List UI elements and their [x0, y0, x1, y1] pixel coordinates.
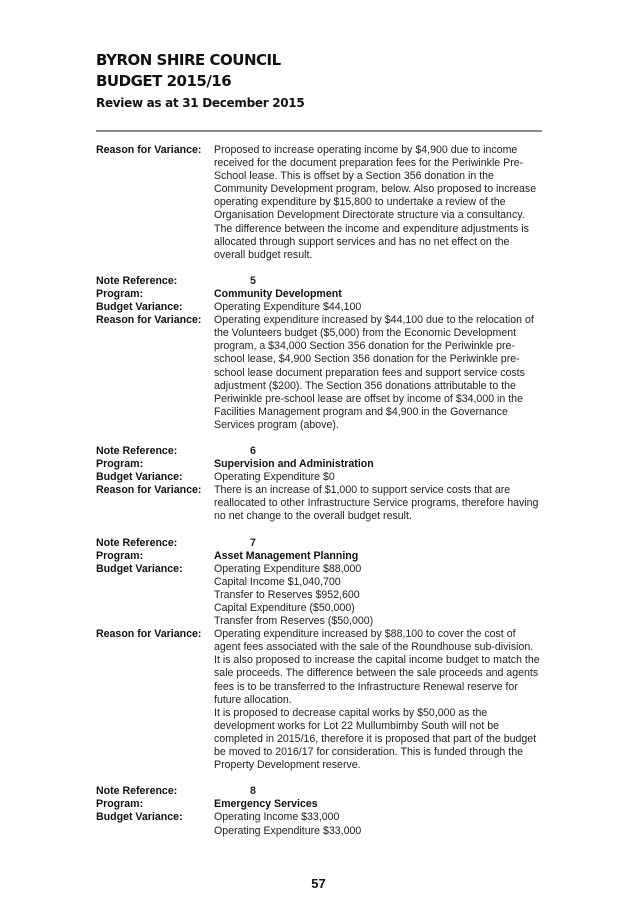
budget-label: Budget Variance: [96, 811, 183, 824]
note5-reason-row [96, 314, 546, 432]
note6-budget [214, 471, 546, 484]
text-line: school lease document preparation fees and support service costs [214, 366, 525, 379]
council-name: BYRON SHIRE COUNCIL [96, 51, 281, 69]
text-line: Operating Income $33,000 [214, 811, 340, 824]
note-label: Note Reference: [96, 274, 178, 287]
text-line: Capital Income $1,040,700 [214, 575, 341, 588]
note7-budget-row [96, 563, 546, 628]
text-line: Operating Expenditure $0 [214, 471, 335, 484]
text-line: It is also proposed to increase the capital income budget to match the [214, 654, 540, 667]
text-line: Operating Expenditure $33,000 [214, 824, 362, 837]
text-line: School lease. This is offset by a Section 356 donation in the [214, 170, 494, 183]
note6-number: 6 [250, 444, 256, 457]
text-line: the Volunteers budget ($5,000) from the Economic Development [214, 327, 517, 340]
program-label: Program: [96, 287, 144, 300]
intro-reason-text [214, 144, 546, 262]
note8-reference-row [96, 785, 546, 798]
note8-program-row [96, 798, 546, 811]
document-header [96, 50, 304, 112]
budget-title: BUDGET 2015/16 [96, 72, 232, 90]
text-line: received for the document preparation fees for the Periwinkle Pre- [214, 157, 524, 170]
text-line: Facilities Management program and $4,900 in the Governance [214, 405, 508, 418]
text-line: Property Development reserve. [214, 759, 361, 772]
note7-program: Asset Management Planning [214, 549, 359, 562]
text-line: no net change to the overall budget result. [214, 510, 412, 523]
text-line: operating expenditure by $15,800 to undertake a review of the [214, 196, 506, 209]
text-line: overall budget result. [214, 248, 313, 261]
text-line: Operating expenditure increased by $88,100 to cover the cost of [214, 628, 516, 641]
note6-program: Supervision and Administration [214, 458, 374, 471]
program-label: Program: [96, 798, 144, 811]
text-line: agent fees associated with the sale of the Roundhouse sub-division. [214, 641, 534, 654]
text-line: Proposed to increase operating income by $4,900 due to income [214, 144, 518, 156]
note5-budget-row [96, 301, 546, 314]
spacer [96, 432, 546, 445]
text-line: It is proposed to decrease capital works by $50,000 as the [214, 706, 488, 719]
text-line: The difference between the income and expenditure adjustments is [214, 222, 529, 235]
spacer [96, 524, 546, 537]
text-line: be moved to 2016/17 for consideration. This is funded through the [214, 746, 523, 759]
text-line: Organisation Development Directorate structure via a consultancy. [214, 209, 525, 222]
budget-label: Budget Variance: [96, 301, 183, 314]
note6-budget-row [96, 471, 546, 484]
note7-budget [214, 563, 546, 628]
note-label: Note Reference: [96, 444, 178, 457]
note7-reason-row [96, 628, 546, 772]
text-line: Operating expenditure increased by $44,100 due to the relocation of [214, 314, 534, 327]
note7-program-row [96, 550, 546, 563]
text-line: Transfer to Reserves $952,600 [214, 588, 360, 601]
text-line: reallocated to other Infrastructure Service programs, therefore having [214, 497, 539, 510]
note6-reference-row [96, 445, 546, 458]
text-line: Operating Expenditure $44,100 [214, 301, 362, 314]
reason-label: Reason for Variance: [96, 628, 202, 641]
text-line: sale proceeds. The difference between the sale proceeds and agents [214, 667, 539, 680]
reason-label: Reason for Variance: [96, 314, 202, 327]
text-line: Services program (above). [214, 418, 339, 431]
text-line: development works for Lot 22 Mullumbimby South will not be [214, 719, 499, 732]
text-line: fees is to be transferred to the Infrastructure Renewal reserve for [214, 680, 518, 693]
spacer [96, 772, 546, 785]
text-line: adjustment ($200). The Section 356 donations attributable to the [214, 379, 516, 392]
text-line: There is an increase of $1,000 to support service costs that are [214, 484, 511, 497]
note7-number: 7 [250, 536, 256, 549]
document-body [96, 144, 546, 838]
text-line: Operating Expenditure $88,000 [214, 562, 362, 575]
header-divider [96, 130, 542, 132]
note5-program-row [96, 288, 546, 301]
note8-budget [214, 811, 546, 837]
text-line: Periwinkle pre-school lease are offset by income of $34,000 in the [214, 392, 523, 405]
text-line: future allocation. [214, 693, 292, 706]
text-line: program, a $34,000 Section 356 donation for the Periwinkle pre- [214, 340, 515, 353]
budget-label: Budget Variance: [96, 471, 183, 484]
note8-number: 8 [250, 785, 256, 798]
note6-reason [214, 484, 546, 523]
reason-label: Reason for Variance: [96, 144, 202, 156]
page-number: 57 [311, 876, 326, 891]
program-label: Program: [96, 458, 144, 471]
note8-program: Emergency Services [214, 798, 318, 811]
budget-label: Budget Variance: [96, 562, 183, 575]
note7-reference-row [96, 537, 546, 550]
text-line: completed in 2015/16, therefore it is proposed that part of the budget [214, 732, 537, 745]
note7-reason [214, 628, 546, 772]
note6-program-row [96, 458, 546, 471]
program-label: Program: [96, 549, 144, 562]
note5-budget [214, 301, 546, 314]
text-line: Community Development program, below. Also proposed to increase [214, 183, 537, 196]
note-label: Note Reference: [96, 536, 178, 549]
text-line: allocated through support services and has no net effect on the [214, 235, 510, 248]
note5-reason [214, 314, 546, 432]
reason-label: Reason for Variance: [96, 484, 202, 497]
note6-reason-row [96, 484, 546, 523]
review-date: Review as at 31 December 2015 [96, 96, 305, 110]
text-line: school lease, $4,900 Section 356 donation for the Periwinkle pre- [214, 353, 520, 366]
spacer [96, 262, 546, 275]
text-line: Capital Expenditure ($50,000) [214, 602, 355, 614]
note5-program: Community Development [214, 287, 342, 300]
intro-reason-row [96, 144, 546, 262]
note-label: Note Reference: [96, 785, 178, 798]
text-line: Transfer from Reserves ($50,000) [214, 615, 374, 628]
note5-reference-row [96, 275, 546, 288]
note5-number: 5 [250, 274, 256, 287]
note8-budget-row [96, 811, 546, 837]
